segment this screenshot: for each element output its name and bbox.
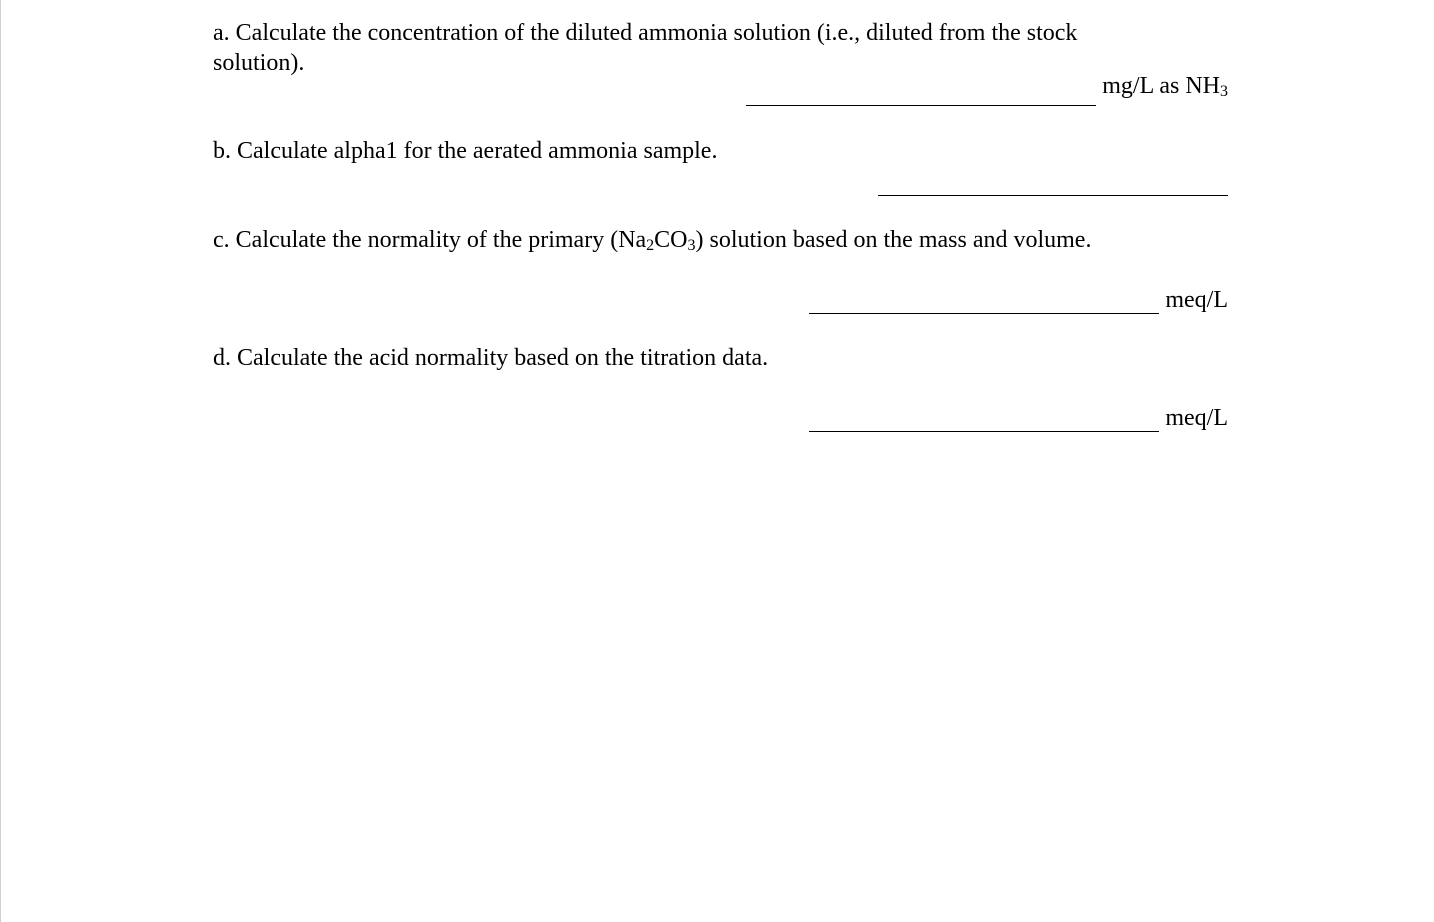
question-c-text-pre: c. Calculate the normality of the primary (Na	[213, 227, 647, 253]
answer-d-unit: meq/L	[1165, 405, 1228, 431]
question-a	[213, 18, 1077, 78]
question-a-line1: a. Calculate the concentration of the diluted ammonia solution (i.e., diluted from the stock	[213, 20, 1078, 46]
question-c-subscript-2: 3	[687, 237, 696, 254]
answer-d	[809, 398, 1228, 432]
question-c-text-post: ) solution based on the mass and volume.	[695, 227, 1092, 253]
answer-a-blank[interactable]	[746, 79, 1096, 106]
answer-c-unit: meq/L	[1165, 287, 1228, 313]
answer-d-blank[interactable]	[809, 405, 1159, 432]
answer-a-unit-text: mg/L as NH	[1102, 73, 1220, 99]
question-c-subscript-1: 2	[646, 237, 655, 254]
answer-a	[746, 72, 1228, 106]
question-a-line2: solution).	[213, 50, 305, 76]
answer-b-blank[interactable]	[878, 169, 1228, 196]
answer-c-blank[interactable]	[809, 287, 1159, 314]
answer-a-unit-subscript: 3	[1220, 83, 1228, 100]
question-b: b. Calculate alpha1 for the aerated ammonia sample.	[213, 138, 718, 164]
answer-c	[809, 280, 1228, 314]
answer-a-unit	[1096, 72, 1228, 106]
question-d: d. Calculate the acid normality based on the titration data.	[213, 345, 769, 371]
answer-b	[878, 162, 1228, 196]
question-c-text-mid: CO	[654, 227, 688, 253]
question-c	[213, 225, 1091, 261]
